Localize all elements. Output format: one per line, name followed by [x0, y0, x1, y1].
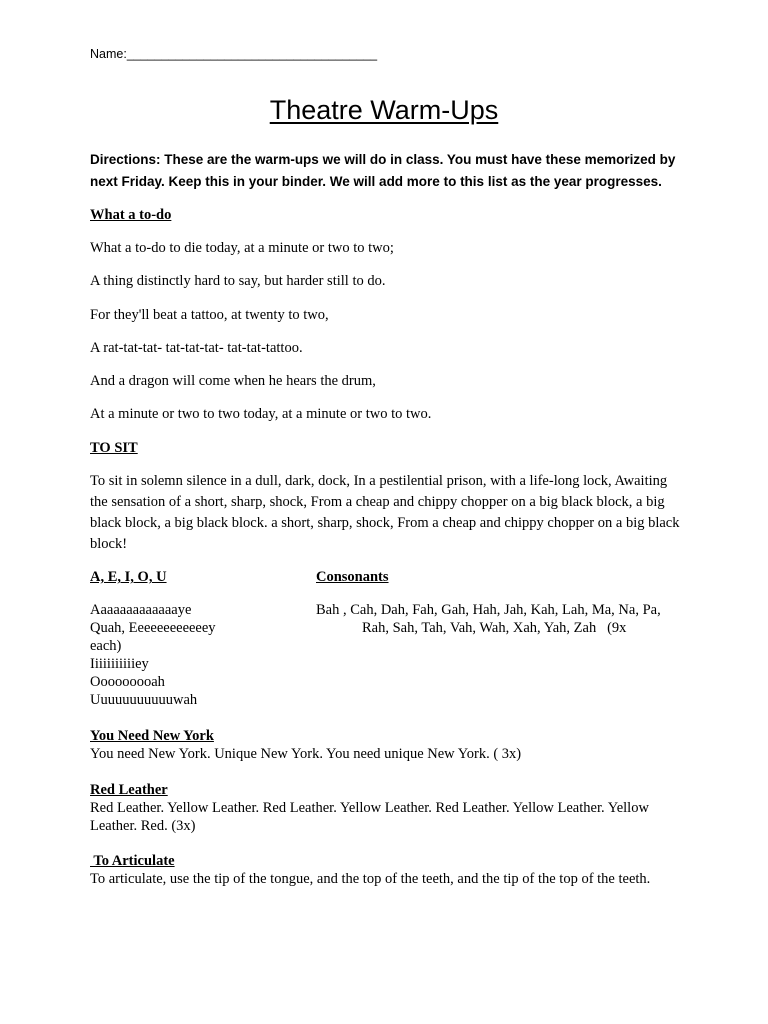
red-leather-heading: Red Leather: [90, 782, 168, 798]
vowels-list: [90, 601, 250, 709]
vowel-line: each): [90, 638, 122, 654]
to-sit-text: To sit in solemn silence in a dull, dark, dock, In a pestilential prison, with a life-long lock, Awaiting the sensation of a short, sharp, shock, From a cheap and chippy chopper on a big black block, a big black block, a big black block. a short, sharp, shock, From a cheap and chippy chopper on a big black block!: [90, 473, 680, 552]
todo-line: For they'll beat a tattoo, at twenty to two,: [90, 307, 329, 323]
todo-line: A rat-tat-tat- tat-tat-tat- tat-tat-tattoo.: [90, 340, 303, 356]
vowel-line: Iiiiiiiiiiiey: [90, 656, 149, 672]
page-title: Theatre Warm-Ups: [269, 95, 499, 125]
name-line: Name:____________________________________: [90, 47, 378, 61]
to-sit-heading: TO SIT: [90, 440, 138, 456]
articulate-text: To articulate, use the tip of the tongue, and the top of the teeth, and the tip of the top of the teeth.: [90, 871, 651, 887]
todo-line: What a to-do to die today, at a minute or two to two;: [90, 240, 394, 256]
new-york-section: [90, 727, 690, 763]
vowel-line: Ooooooooah: [90, 674, 165, 690]
red-leather-section: [90, 781, 650, 835]
directions-text: Directions: These are the warm-ups we will do in class. You must have these memorized by next Friday. Keep this in your binder. We will add more to this list as the year progresses.: [90, 152, 676, 189]
consonants-list: [316, 601, 678, 637]
red-leather-text: Red Leather. Yellow Leather. Red Leather. Yellow Leather. Red Leather. Yellow Leather. Yellow Leather. Red. (3x): [90, 800, 649, 834]
vowel-line: Uuuuuuuuuuuwah: [90, 692, 198, 708]
consonant-line: Bah , Cah, Dah, Fah, Gah, Hah, Jah, Kah, Lah, Ma, Na, Pa,: [316, 602, 661, 618]
todo-line: A thing distinctly hard to say, but harder still to do.: [90, 273, 386, 289]
consonants-heading: Consonants: [316, 569, 389, 585]
consonant-line: Rah, Sah, Tah, Vah, Wah, Xah, Yah, Zah (9x: [362, 620, 627, 636]
vowels-heading: A, E, I, O, U: [90, 569, 167, 585]
vowel-line: Quah, Eeeeeeeeeeeey: [90, 620, 216, 636]
new-york-heading: You Need New York: [90, 728, 214, 744]
articulate-section: [90, 852, 690, 888]
todo-line: And a dragon will come when he hears the drum,: [90, 373, 376, 389]
new-york-text: You need New York. Unique New York. You need unique New York. ( 3x): [90, 746, 522, 762]
todo-heading: What a to-do: [90, 207, 172, 223]
vowel-line: Aaaaaaaaaaaaaye: [90, 602, 192, 618]
articulate-heading: To Articulate: [90, 853, 175, 869]
todo-line: At a minute or two to two today, at a minute or two to two.: [90, 406, 432, 422]
